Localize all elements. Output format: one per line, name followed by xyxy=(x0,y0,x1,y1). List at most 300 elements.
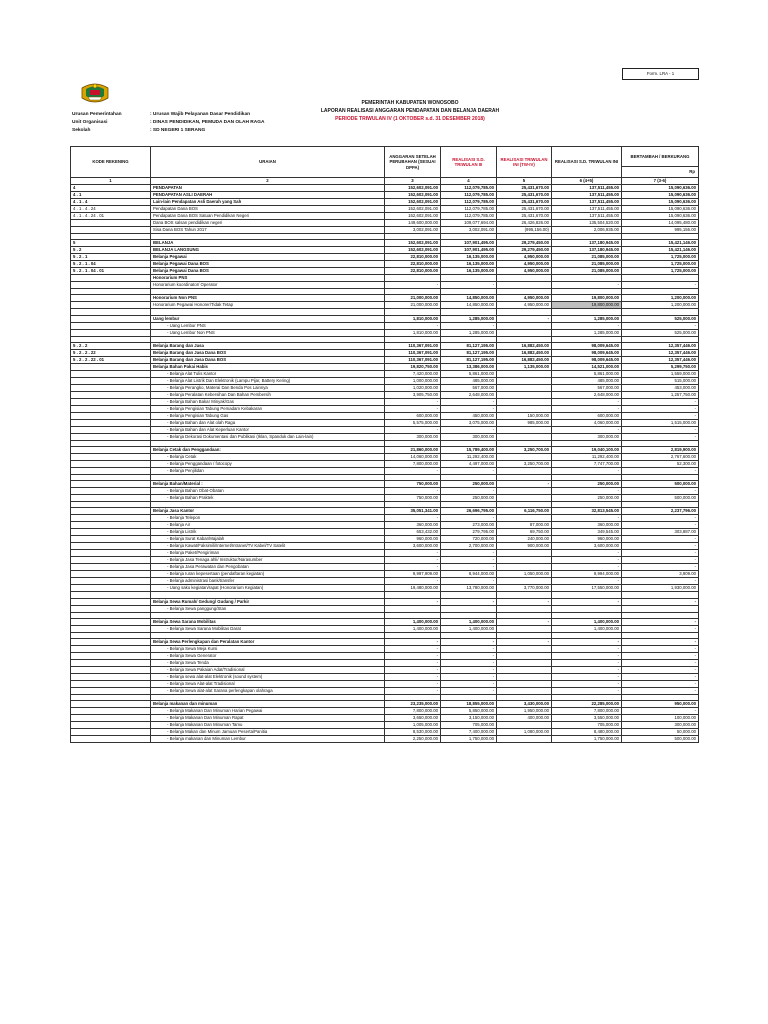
realisasi-sd-tw4-cell: - xyxy=(552,398,622,405)
realisasi-sd-tw3-cell: 250,000.00 xyxy=(441,495,497,502)
uraian-cell: - Belanja Bahan dan Alat olah Raga xyxy=(151,419,385,426)
kode-cell xyxy=(71,522,151,529)
table-row xyxy=(71,557,699,564)
kode-cell: 4 . 1 xyxy=(71,192,151,199)
kode-cell xyxy=(71,370,151,377)
realisasi-sd-tw3-cell: 567,000.00 xyxy=(441,384,497,391)
anggaran-cell: 3,905,750.00 xyxy=(385,391,441,398)
realisasi-sd-tw4-cell xyxy=(552,275,622,282)
realisasi-sd-tw3-cell: 5,850,000.00 xyxy=(441,708,497,715)
realisasi-tw4-cell: 3,770,000.00 xyxy=(497,585,552,592)
table-row xyxy=(71,433,699,440)
realisasi-sd-tw3-cell: 14,850,000.00 xyxy=(441,295,497,302)
realisasi-sd-tw3-cell: 81,127,195.00 xyxy=(441,342,497,349)
table-row xyxy=(71,275,699,282)
bertambah-cell: - xyxy=(622,557,699,564)
kode-cell xyxy=(71,557,151,564)
bertambah-cell: - xyxy=(622,488,699,495)
kode-cell: 5 . 2 . 2 . 22 . 01 xyxy=(71,356,151,363)
realisasi-sd-tw4-cell: 3,550,000.00 xyxy=(552,715,622,722)
anggaran-cell: - xyxy=(385,598,441,605)
uraian-cell: - Belanja Sewa Pakaian Adat/Tradisional xyxy=(151,666,385,673)
realisasi-tw4-cell: - xyxy=(497,481,552,488)
realisasi-sd-tw4-cell: 137,180,945.00 xyxy=(552,240,622,247)
uraian-cell: Belanja Sewa Rumah/ Gedung/ Gudang / Parkir xyxy=(151,598,385,605)
kode-cell: 5 . 2 . 1 xyxy=(71,254,151,261)
realisasi-sd-tw3-cell: 26,696,795.00 xyxy=(441,508,497,515)
realisasi-tw4-cell xyxy=(497,515,552,522)
anggaran-cell: - xyxy=(385,467,441,474)
realisasi-tw4-cell xyxy=(497,329,552,336)
col-header-realisasi-sd-tw3: REALISASI S.D. TRIWULAN III xyxy=(441,147,497,178)
bertambah-cell: 1,515,000.00 xyxy=(622,419,699,426)
bertambah-cell: 3,909.00 xyxy=(622,571,699,578)
kode-cell xyxy=(71,405,151,412)
realisasi-sd-tw4-cell: 7,800,000.00 xyxy=(552,708,622,715)
uraian-cell: Honorarium Non PNS xyxy=(151,295,385,302)
bertambah-cell: 1,200,000.00 xyxy=(622,302,699,309)
col-header-currency: Rp xyxy=(689,169,695,174)
table-row xyxy=(71,460,699,467)
table-row xyxy=(71,687,699,694)
kode-cell: 4 . 1 . 4 xyxy=(71,199,151,206)
table-row xyxy=(71,192,699,199)
anggaran-cell: 152,602,091.00 xyxy=(385,185,441,192)
uraian-cell: BELANJA LANGSUNG xyxy=(151,247,385,254)
col-header-realisasi-tw4: REALISASI TRIWULAN INI (TW-IV) xyxy=(497,147,552,178)
bertambah-cell: 995,156.00 xyxy=(622,227,699,234)
realisasi-sd-tw4-cell: 360,000.00 xyxy=(552,522,622,529)
kode-cell xyxy=(71,384,151,391)
realisasi-sd-tw3-cell: 720,000.00 xyxy=(441,536,497,543)
realisasi-tw4-cell: 240,000.00 xyxy=(497,536,552,543)
realisasi-sd-tw4-cell: 19,800,000.00 xyxy=(552,302,622,309)
bertambah-cell: - xyxy=(622,282,699,289)
bertambah-cell: 1,930,000.00 xyxy=(622,585,699,592)
kode-cell xyxy=(71,426,151,433)
realisasi-tw4-cell: - xyxy=(497,598,552,605)
realisasi-sd-tw4-cell: 137,511,455.00 xyxy=(552,206,622,213)
anggaran-cell: 1,400,000.00 xyxy=(385,625,441,632)
table-row xyxy=(71,349,699,356)
kode-cell xyxy=(71,282,151,289)
realisasi-tw4-cell: - xyxy=(497,315,552,322)
col-header-uraian: URAIAN xyxy=(151,147,385,178)
table-row xyxy=(71,564,699,571)
kode-cell xyxy=(71,571,151,578)
uraian-cell: - Belanja Kawat/Faksimili/Internet/Intranet/TV Kabel/TV Satelit xyxy=(151,543,385,550)
kode-cell xyxy=(71,736,151,743)
bertambah-cell: 525,000.00 xyxy=(622,315,699,322)
realisasi-sd-tw3-cell: - xyxy=(441,398,497,405)
anggaran-cell: 1,810,000.00 xyxy=(385,329,441,336)
table-row xyxy=(71,282,699,289)
anggaran-cell: 152,602,091.00 xyxy=(385,240,441,247)
kode-cell xyxy=(71,398,151,405)
realisasi-tw4-cell xyxy=(497,391,552,398)
kode-cell xyxy=(71,645,151,652)
realisasi-sd-tw4-cell: - xyxy=(552,666,622,673)
kode-cell xyxy=(71,433,151,440)
bertambah-cell: - xyxy=(622,522,699,529)
realisasi-sd-tw4-cell: - xyxy=(552,515,622,522)
realisasi-tw4-cell xyxy=(497,495,552,502)
anggaran-cell: 14,060,000.00 xyxy=(385,453,441,460)
uraian-cell: - Belanja Makanan Dan Minuman Rapat xyxy=(151,715,385,722)
realisasi-tw4-cell: 87,000.00 xyxy=(497,522,552,529)
bertambah-cell: 1,725,000.00 xyxy=(622,261,699,268)
col-number: 1 xyxy=(71,178,151,185)
anggaran-cell: 3,650,000.00 xyxy=(385,715,441,722)
realisasi-sd-tw3-cell: 81,127,195.00 xyxy=(441,356,497,363)
bertambah-cell: - xyxy=(622,543,699,550)
realisasi-sd-tw4-cell: 2,006,935.00 xyxy=(552,227,622,234)
table-row xyxy=(71,356,699,363)
anggaran-cell: 22,810,000.00 xyxy=(385,254,441,261)
bertambah-cell: 15,090,636.00 xyxy=(622,199,699,206)
realisasi-tw4-cell xyxy=(497,625,552,632)
realisasi-sd-tw4-cell: 567,000.00 xyxy=(552,384,622,391)
table-row xyxy=(71,645,699,652)
bertambah-cell: 950,000.00 xyxy=(622,701,699,708)
kode-cell xyxy=(71,302,151,309)
realisasi-sd-tw4-cell: 17,550,000.00 xyxy=(552,585,622,592)
realisasi-sd-tw3-cell: 3,150,000.00 xyxy=(441,715,497,722)
realisasi-sd-tw4-cell: - xyxy=(552,467,622,474)
bertambah-cell: 303,887.00 xyxy=(622,529,699,536)
realisasi-sd-tw3-cell: 112,079,785.00 xyxy=(441,199,497,206)
table-row xyxy=(71,495,699,502)
realisasi-sd-tw3-cell: - xyxy=(441,652,497,659)
uraian-cell: - Belanja Sewa Tenda xyxy=(151,659,385,666)
uraian-cell: - Belanja Dekorasi Dokumentasi dan Publikasi (Iklan, Spanduk dan Lain-lain) xyxy=(151,433,385,440)
anggaran-cell: 360,000.00 xyxy=(385,522,441,529)
kode-cell: 5 xyxy=(71,240,151,247)
kode-cell xyxy=(71,488,151,495)
anggaran-cell: 7,800,000.00 xyxy=(385,460,441,467)
realisasi-sd-tw3-cell: 4,497,000.00 xyxy=(441,460,497,467)
kode-cell xyxy=(71,687,151,694)
kode-cell xyxy=(71,578,151,585)
table-row xyxy=(71,342,699,349)
realisasi-sd-tw3-cell: - xyxy=(441,680,497,687)
uraian-cell: - Belanja Alat Listrik Dan Elektronik (Lampu Pijar, Battery Kering) xyxy=(151,377,385,384)
table-row xyxy=(71,419,699,426)
table-row xyxy=(71,370,699,377)
bertambah-cell: 515,000.00 xyxy=(622,377,699,384)
uraian-cell: - Uang saku kegiatan/rapat (Honorarium Kegiatan) xyxy=(151,585,385,592)
anggaran-cell: - xyxy=(385,659,441,666)
realisasi-sd-tw3-cell: 485,000.00 xyxy=(441,377,497,384)
kode-cell: 5 . 2 . 2 xyxy=(71,342,151,349)
realisasi-sd-tw4-cell: - xyxy=(552,426,622,433)
col-number: 2 xyxy=(151,178,385,185)
realisasi-sd-tw3-cell: - xyxy=(441,673,497,680)
col-number: 6 (4+5) xyxy=(552,178,622,185)
budget-realization-table xyxy=(70,146,699,743)
form-code-box: Form. LRA - 1 xyxy=(622,68,699,80)
anggaran-cell: 1,005,000.00 xyxy=(385,722,441,729)
realisasi-tw4-cell xyxy=(497,564,552,571)
kode-cell: 5 . 2 . 1 . 04 xyxy=(71,261,151,268)
col-header-anggaran: ANGGARAN SETELAH PERUBAHAN (SESUAI DPPA) xyxy=(385,147,441,178)
uraian-cell: PENDAPATAN ASLI DAERAH xyxy=(151,192,385,199)
anggaran-cell: - xyxy=(385,680,441,687)
uraian-cell: - Belanja Cetak xyxy=(151,453,385,460)
anggaran-cell: 750,000.00 xyxy=(385,481,441,488)
table-row xyxy=(71,227,699,234)
realisasi-tw4-cell xyxy=(497,550,552,557)
kode-cell xyxy=(71,625,151,632)
realisasi-tw4-cell xyxy=(497,405,552,412)
uraian-cell: - Belanja Bahan dan Alat Keperluan Kantor xyxy=(151,426,385,433)
realisasi-sd-tw4-cell: 705,000.00 xyxy=(552,722,622,729)
realisasi-sd-tw4-cell: - xyxy=(552,282,622,289)
bertambah-cell: 100,000.00 xyxy=(622,715,699,722)
table-row xyxy=(71,295,699,302)
anggaran-cell: 1,810,000.00 xyxy=(385,315,441,322)
realisasi-sd-tw3-cell: - xyxy=(441,405,497,412)
table-row xyxy=(71,315,699,322)
bertambah-cell: - xyxy=(622,536,699,543)
uraian-cell: Uang lembur xyxy=(151,315,385,322)
realisasi-sd-tw4-cell: 98,009,645.00 xyxy=(552,342,622,349)
bertambah-cell: - xyxy=(622,680,699,687)
bertambah-cell: - xyxy=(622,398,699,405)
table-row xyxy=(71,536,699,543)
table-row xyxy=(71,598,699,605)
anggaran-cell: 1,020,000.00 xyxy=(385,384,441,391)
realisasi-sd-tw4-cell: - xyxy=(552,564,622,571)
table-row xyxy=(71,405,699,412)
bertambah-cell: - xyxy=(622,405,699,412)
realisasi-tw4-cell xyxy=(497,645,552,652)
realisasi-tw4-cell: 25,431,670.00 xyxy=(497,192,552,199)
bertambah-cell: 5,299,750.00 xyxy=(622,363,699,370)
realisasi-sd-tw3-cell: - xyxy=(441,426,497,433)
bertambah-cell: - xyxy=(622,708,699,715)
kode-cell xyxy=(71,536,151,543)
realisasi-sd-tw4-cell: 19,040,100.00 xyxy=(552,446,622,453)
uraian-cell: - Belanja Makanan Dan Minuman Harian Pegawai xyxy=(151,708,385,715)
anggaran-cell: - xyxy=(385,426,441,433)
realisasi-sd-tw3-cell: - xyxy=(441,515,497,522)
bertambah-cell: 2,237,796.00 xyxy=(622,508,699,515)
kode-cell xyxy=(71,363,151,370)
realisasi-sd-tw3-cell: 273,000.00 xyxy=(441,522,497,529)
realisasi-sd-tw4-cell: - xyxy=(552,578,622,585)
realisasi-sd-tw3-cell: 18,855,000.00 xyxy=(441,701,497,708)
anggaran-cell: 110,367,091.00 xyxy=(385,342,441,349)
kode-cell: 5 . 2 . 1 . 04 . 01 xyxy=(71,268,151,275)
kode-cell xyxy=(71,446,151,453)
realisasi-sd-tw3-cell: 1,285,000.00 xyxy=(441,329,497,336)
col-number: 5 xyxy=(497,178,552,185)
bertambah-cell: 12,357,446.00 xyxy=(622,349,699,356)
realisasi-sd-tw3-cell: - xyxy=(441,638,497,645)
realisasi-tw4-cell: 29,279,450.00 xyxy=(497,247,552,254)
bertambah-cell: - xyxy=(622,515,699,522)
anggaran-cell: 152,602,091.00 xyxy=(385,206,441,213)
realisasi-sd-tw4-cell: - xyxy=(552,673,622,680)
col-number: 7 (3-6) xyxy=(622,178,699,185)
realisasi-sd-tw3-cell: - xyxy=(441,282,497,289)
table-row xyxy=(71,585,699,592)
realisasi-sd-tw3-cell: - xyxy=(441,488,497,495)
kode-cell xyxy=(71,508,151,515)
uraian-cell: - Uang Lembur PNS xyxy=(151,322,385,329)
realisasi-sd-tw4-cell: 485,000.00 xyxy=(552,377,622,384)
table-row xyxy=(71,729,699,736)
realisasi-tw4-cell: 25,431,670.00 xyxy=(497,185,552,192)
uraian-cell: - Belanja Makan dan Minum Jamuan Peserta/Panitia xyxy=(151,729,385,736)
regency-emblem-icon xyxy=(78,80,112,106)
realisasi-sd-tw3-cell xyxy=(441,605,497,612)
realisasi-tw4-cell xyxy=(497,659,552,666)
bertambah-cell: - xyxy=(622,426,699,433)
uraian-cell: - Belanja Penggandaan / fotocopy xyxy=(151,460,385,467)
realisasi-sd-tw4-cell: 137,511,455.00 xyxy=(552,192,622,199)
col-number: 4 xyxy=(441,178,497,185)
uraian-cell: Belanja Sewa Sarana Mobilitas xyxy=(151,618,385,625)
bertambah-cell: 15,090,636.00 xyxy=(622,213,699,220)
realisasi-sd-tw3-cell: 109,077,694.00 xyxy=(441,220,497,227)
realisasi-sd-tw4-cell: 3,600,000.00 xyxy=(552,543,622,550)
realisasi-sd-tw4-cell: - xyxy=(552,322,622,329)
kode-cell xyxy=(71,659,151,666)
table-row xyxy=(71,453,699,460)
uraian-cell: - Belanja Bahan Praktek xyxy=(151,495,385,502)
realisasi-sd-tw3-cell: - xyxy=(441,550,497,557)
realisasi-tw4-cell: 26,426,826.00 xyxy=(497,220,552,227)
meta-value: : Urusan Wajib Pelayanan Dasar Pendidikan xyxy=(150,112,251,117)
realisasi-sd-tw3-cell: - xyxy=(441,578,497,585)
kode-cell xyxy=(71,460,151,467)
realisasi-sd-tw4-cell: 21,085,000.00 xyxy=(552,261,622,268)
bertambah-cell: - xyxy=(622,598,699,605)
realisasi-sd-tw3-cell: 14,850,000.00 xyxy=(441,302,497,309)
uraian-cell: - Belanja Paket/Pengiriman xyxy=(151,550,385,557)
uraian-cell: Honorarium PNS xyxy=(151,275,385,282)
kode-cell xyxy=(71,708,151,715)
realisasi-sd-tw4-cell: - xyxy=(552,687,622,694)
uraian-cell: - Belanja Bahan Obat-Obatan xyxy=(151,488,385,495)
uraian-cell: Belanja Jasa Kantor xyxy=(151,508,385,515)
realisasi-sd-tw4-cell: 4,060,000.00 xyxy=(552,419,622,426)
realisasi-sd-tw3-cell: 112,079,785.00 xyxy=(441,185,497,192)
uraian-cell: Dana BOS salsan pendidikan negeri xyxy=(151,220,385,227)
col-header-bertambah-label: BERTAMBAH / BERKURANG xyxy=(622,147,698,167)
bertambah-cell: - xyxy=(622,322,699,329)
table-row xyxy=(71,652,699,659)
uraian-cell: - Belanja Jasa Perawatan dan Pengobatan xyxy=(151,564,385,571)
anggaran-cell: 960,000.00 xyxy=(385,536,441,543)
anggaran-cell: - xyxy=(385,666,441,673)
kode-cell xyxy=(71,391,151,398)
uraian-cell: - Belanja Sewa Generator xyxy=(151,652,385,659)
realisasi-sd-tw3-cell: 1,400,000.00 xyxy=(441,618,497,625)
bertambah-cell: 1,725,000.00 xyxy=(622,268,699,275)
realisasi-sd-tw4-cell: - xyxy=(552,550,622,557)
bertambah-cell: 453,000.00 xyxy=(622,384,699,391)
realisasi-tw4-cell: 69,750.00 xyxy=(497,529,552,536)
table-row xyxy=(71,398,699,405)
bertambah-cell: - xyxy=(622,652,699,659)
uraian-cell: - Belanja Jasa Tenaga ahli/ Instruktur/Narasumber xyxy=(151,557,385,564)
realisasi-sd-tw4-cell: 32,813,545.00 xyxy=(552,508,622,515)
realisasi-tw4-cell: 29,279,450.00 xyxy=(497,240,552,247)
table-row xyxy=(71,578,699,585)
realisasi-tw4-cell xyxy=(497,578,552,585)
realisasi-tw4-cell: 16,882,450.00 xyxy=(497,349,552,356)
anggaran-cell: 22,810,000.00 xyxy=(385,261,441,268)
anggaran-cell: 7,420,000.00 xyxy=(385,370,441,377)
uraian-cell: Honorarium koordinator/ Operator xyxy=(151,282,385,289)
realisasi-sd-tw3-cell: 112,079,785.00 xyxy=(441,213,497,220)
kode-cell xyxy=(71,481,151,488)
bertambah-cell: 2,819,900.00 xyxy=(622,446,699,453)
meta-key: Unit Organisasi xyxy=(72,120,108,125)
meta-value: : SD NEGERI 1 SERANG xyxy=(150,128,206,133)
kode-cell xyxy=(71,638,151,645)
realisasi-sd-tw3-cell: 3,075,000.00 xyxy=(441,419,497,426)
uraian-cell: - Belanja Bahan Bakar Minyak/Gas xyxy=(151,398,385,405)
uraian-cell: Belanja Sewa Perlengkapan dan Peralatan Kantor xyxy=(151,638,385,645)
kode-cell xyxy=(71,673,151,680)
bertambah-cell: 14,095,480.00 xyxy=(622,220,699,227)
realisasi-sd-tw4-cell: - xyxy=(552,652,622,659)
table-row xyxy=(71,363,699,370)
table-row xyxy=(71,268,699,275)
realisasi-tw4-cell xyxy=(497,652,552,659)
table-row xyxy=(71,467,699,474)
uraian-cell: Pendapatan Dana BOS Satuan Pendidikan Negeri xyxy=(151,213,385,220)
anggaran-cell: 1,000,000.00 xyxy=(385,377,441,384)
anggaran-cell: 653,432.00 xyxy=(385,529,441,536)
realisasi-sd-tw3-cell: 1,400,000.00 xyxy=(441,625,497,632)
bertambah-cell: - xyxy=(622,687,699,694)
uraian-cell: - Belanja Alat Tulis Kantor xyxy=(151,370,385,377)
bertambah-cell: - xyxy=(622,467,699,474)
col-header-bertambah xyxy=(622,147,699,178)
uraian-cell: Belanja Pegawai Dana BOS xyxy=(151,268,385,275)
table-row xyxy=(71,659,699,666)
anggaran-cell: 1,400,000.00 xyxy=(385,618,441,625)
realisasi-sd-tw4-cell: 2,648,000.00 xyxy=(552,391,622,398)
bertambah-cell: - xyxy=(622,412,699,419)
table-row xyxy=(71,384,699,391)
realisasi-tw4-cell xyxy=(497,666,552,673)
kode-cell xyxy=(71,515,151,522)
anggaran-cell: - xyxy=(385,488,441,495)
bertambah-cell: 2,767,600.00 xyxy=(622,453,699,460)
uraian-cell: - Uang Lembur Non PNS xyxy=(151,329,385,336)
realisasi-tw4-cell xyxy=(497,687,552,694)
realisasi-sd-tw3-cell: 112,079,785.00 xyxy=(441,206,497,213)
realisasi-tw4-cell: 4,950,000.00 xyxy=(497,302,552,309)
table-row xyxy=(71,715,699,722)
kode-cell xyxy=(71,495,151,502)
anggaran-cell: 19,480,000.00 xyxy=(385,585,441,592)
bertambah-cell: - xyxy=(622,564,699,571)
bertambah-cell: - xyxy=(622,666,699,673)
kode-cell xyxy=(71,564,151,571)
anggaran-cell: 21,000,000.00 xyxy=(385,302,441,309)
kode-cell xyxy=(71,666,151,673)
realisasi-tw4-cell: 6,116,750.00 xyxy=(497,508,552,515)
realisasi-sd-tw4-cell: 8,480,000.00 xyxy=(552,729,622,736)
anggaran-cell: 19,820,750.00 xyxy=(385,363,441,370)
